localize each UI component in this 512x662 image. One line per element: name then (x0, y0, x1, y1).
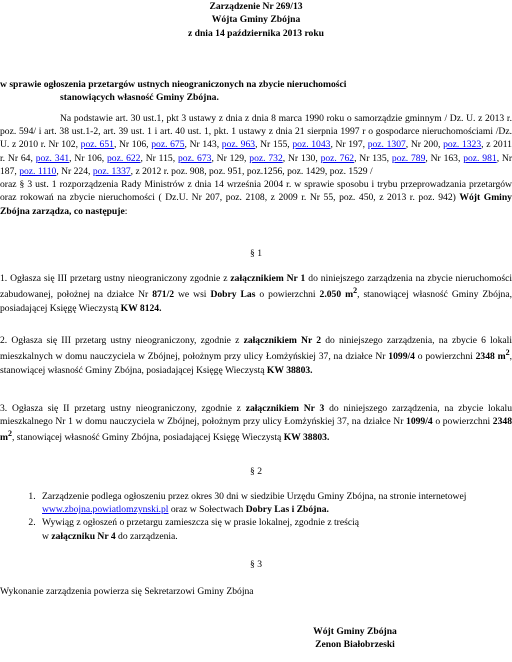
link-poz-789[interactable]: poz. 789 (391, 152, 426, 164)
preamble-text: , Nr 129, (211, 152, 250, 164)
link-poz-651[interactable]: poz. 651 (80, 139, 114, 151)
link-poz-675[interactable]: poz. 675 (151, 139, 185, 151)
text: 1. Ogłasza się III przetarg ustny nieograniczony zgodnie z (0, 273, 231, 284)
subject (0, 78, 512, 104)
subject-line-1: w sprawie ogłoszenia przetargów ustnych nieograniczonych na zbycie nieruchomości (0, 79, 347, 90)
preamble-text: , Nr 115, (140, 152, 178, 164)
preamble-text: , Nr 155, (255, 139, 293, 151)
text: o powierzchni (414, 351, 476, 363)
link-poz-732[interactable]: poz. 732 (249, 152, 283, 164)
text: Wywiąg z ogłoszeń o przetargu zamieszcza się w prasie lokalnej, zgodnie z treścią (42, 517, 360, 529)
subject-line-2: stanowiących własność Gminy Zbójna. (60, 92, 219, 104)
text: 3. Ogłasza się II przetarg ustny nieograniczony, zgodnie z (0, 403, 246, 414)
link-poz-1323[interactable]: poz. 1323 (443, 139, 482, 151)
preamble-text: , Nr 135, (354, 152, 392, 164)
preamble-text: , z 2012 r. poz. 908, poz. 951, poz.1256, poz. 1429, poz. 1529 / (130, 165, 373, 177)
area-value: 2348 m (0, 416, 512, 444)
attachment-ref: załączniku Nr 4 (51, 530, 116, 542)
issuer: Wójta Gminy Zbójna (211, 14, 301, 26)
link-poz-1307[interactable]: poz. 1307 (367, 139, 406, 151)
document-header (0, 0, 512, 40)
preamble-text: , Nr 163, (425, 152, 464, 164)
attachment-ref: załącznikiem Nr 3 (245, 403, 325, 414)
area-value: 2348 m (475, 351, 506, 363)
text: 2. Ogłasza się III przetarg ustny nieograniczony, zgodnie z (0, 335, 244, 346)
section-1-paragraph-3 (0, 402, 512, 445)
attachment-ref: załącznikiem Nr 1 (230, 273, 306, 284)
list-item (38, 516, 512, 542)
link-poz-1337[interactable]: poz. 1337 (92, 165, 131, 177)
preamble-lead: Na podstawie art. 30 ust.1, pkt 3 ustawy z dnia z dnia 8 marca 1990 roku o samorządzie gminnym / Dz. U. z 2013 r. poz. 594/ i art. 38 ust.1-2, art. 39 ust. 1 i art. 40 ust. 1, pkt. 1 ustawy z dnia 21 sierpnia 1997 r o gospodarce nieruchomościami /Dz. U. z 2010 r. Nr 102, (0, 113, 512, 151)
area-unit-exponent: 2 (8, 429, 12, 439)
area-unit-exponent: 2 (505, 348, 510, 358)
website-link[interactable]: www.zbojna.powiatlomzynski.pl (42, 504, 169, 516)
preamble-text: , Nr 224, (56, 165, 93, 177)
attachment-ref: załącznikiem Nr 2 (243, 335, 322, 346)
village-name: Dobry Las (210, 289, 256, 301)
link-poz-673[interactable]: poz. 673 (177, 152, 212, 164)
section-1-paragraph-1 (0, 272, 512, 315)
link-poz-341[interactable]: poz. 341 (35, 152, 70, 164)
text: do zarządzenia. (115, 530, 178, 542)
link-poz-1043[interactable]: poz. 1043 (292, 139, 331, 151)
signature-name: Zenon Białobrzeski (315, 639, 395, 651)
section-1-paragraph-2 (0, 334, 512, 377)
signature (270, 625, 440, 651)
land-register-number: KW 8124. (120, 302, 162, 314)
section-3-heading: § 3 (250, 559, 262, 570)
ordinance-number: Zarządzenie Nr 269/13 (209, 1, 303, 12)
list-item (38, 490, 512, 516)
signature-title: Wójt Gminy Zbójna (313, 626, 397, 637)
preamble (0, 112, 512, 218)
preamble-decision: Wójt Gminy Zbójna zarządza, co następuje (0, 192, 512, 217)
preamble-text: , Nr 187, (0, 152, 512, 177)
text: oraz w Sołectwach (168, 504, 246, 516)
text: , stanowiącej własność Gminy Zbójna, posiadającej Księgę Wieczystą (0, 289, 512, 314)
preamble-text: , z 2011 r. Nr 64, (0, 139, 512, 164)
text: do niniejszego zarządzenia, na zbycie 6 lokali mieszkalnych w domu nauczyciela w Zbójnej, położnym przy ulicy Łomżyńskiej 37, na działce Nr (0, 335, 512, 363)
preamble-text: , Nr 130, (282, 152, 321, 164)
text: Zarządzenie podlega ogłoszeniu przez okres 30 dni w siedzibie Urzędu Gminy Zbójna, na stronie internetowej (42, 491, 467, 502)
preamble-text: , Nr 197, (330, 139, 368, 151)
preamble-text: , Nr 106, (69, 152, 107, 164)
preamble-legal-basis: oraz § 3 ust. 1 rozporządzenia Rady Ministrów z dnia 14 września 2004 r. w sprawie sposobu i trybu przeprowadzania przetargów oraz rokowań na zbycie nieruchomości ( Dz.U. Nr 207, poz. 2108, z 2009 r. Nr 55, poz. 450, z 2013 r. poz. 942) (0, 179, 512, 204)
ordinance-date: z dnia 14 października 2013 roku (187, 27, 325, 39)
link-poz-963[interactable]: poz. 963 (221, 139, 256, 151)
text: do niniejszego zarządzenia, na zbycie lokalu mieszkalnego Nr 1 w domu nauczyciela w Zbójnej, położnym przy ulicy Łomżyńskiej 37, na działce Nr (0, 403, 512, 428)
preamble-text: , Nr 200, (405, 139, 444, 151)
parcel-number: 1099/4 (406, 416, 433, 428)
villages: Dobry Las i Zbójna. (245, 504, 329, 516)
area-unit-exponent: 2 (353, 286, 358, 296)
area-value: 2.050 m (319, 289, 354, 301)
preamble-text: , Nr 106, (113, 139, 152, 151)
link-poz-762[interactable]: poz. 762 (320, 152, 355, 164)
link-poz-622[interactable]: poz. 622 (107, 152, 141, 164)
link-poz-981[interactable]: poz. 981 (463, 152, 497, 164)
text: do niniejszego zarządzenia na zbycie nieruchomości zabudowanej, położnej na działce Nr (0, 273, 512, 301)
link-poz-1110[interactable]: poz. 1110 (19, 165, 57, 177)
text: w (42, 530, 52, 542)
parcel-number: 871/2 (152, 289, 175, 301)
text: we wsi (174, 289, 211, 301)
section-1-heading: § 1 (250, 248, 262, 259)
land-register-number: KW 38803. (266, 364, 313, 376)
preamble-text: , Nr 143, (184, 139, 222, 151)
section-2-heading: § 2 (250, 466, 262, 477)
land-register-number: KW 38803. (283, 432, 330, 444)
parcel-number: 1099/4 (388, 351, 415, 363)
section-2-list (0, 490, 512, 543)
section-3-text: Wykonanie zarządzenia powierza się Sekretarzowi Gminy Zbójna (0, 586, 254, 597)
text: o powierzchni (432, 416, 493, 428)
text: o powierzchni (255, 289, 320, 301)
text: , stanowiącej własność Gminy Zbójna, posiadającej Księgę Wieczystą (0, 351, 512, 376)
preamble-colon: : (124, 205, 128, 217)
text: , stanowiącej własność Gminy Zbójna, posiadającej Księgę Wieczystą (12, 432, 284, 444)
